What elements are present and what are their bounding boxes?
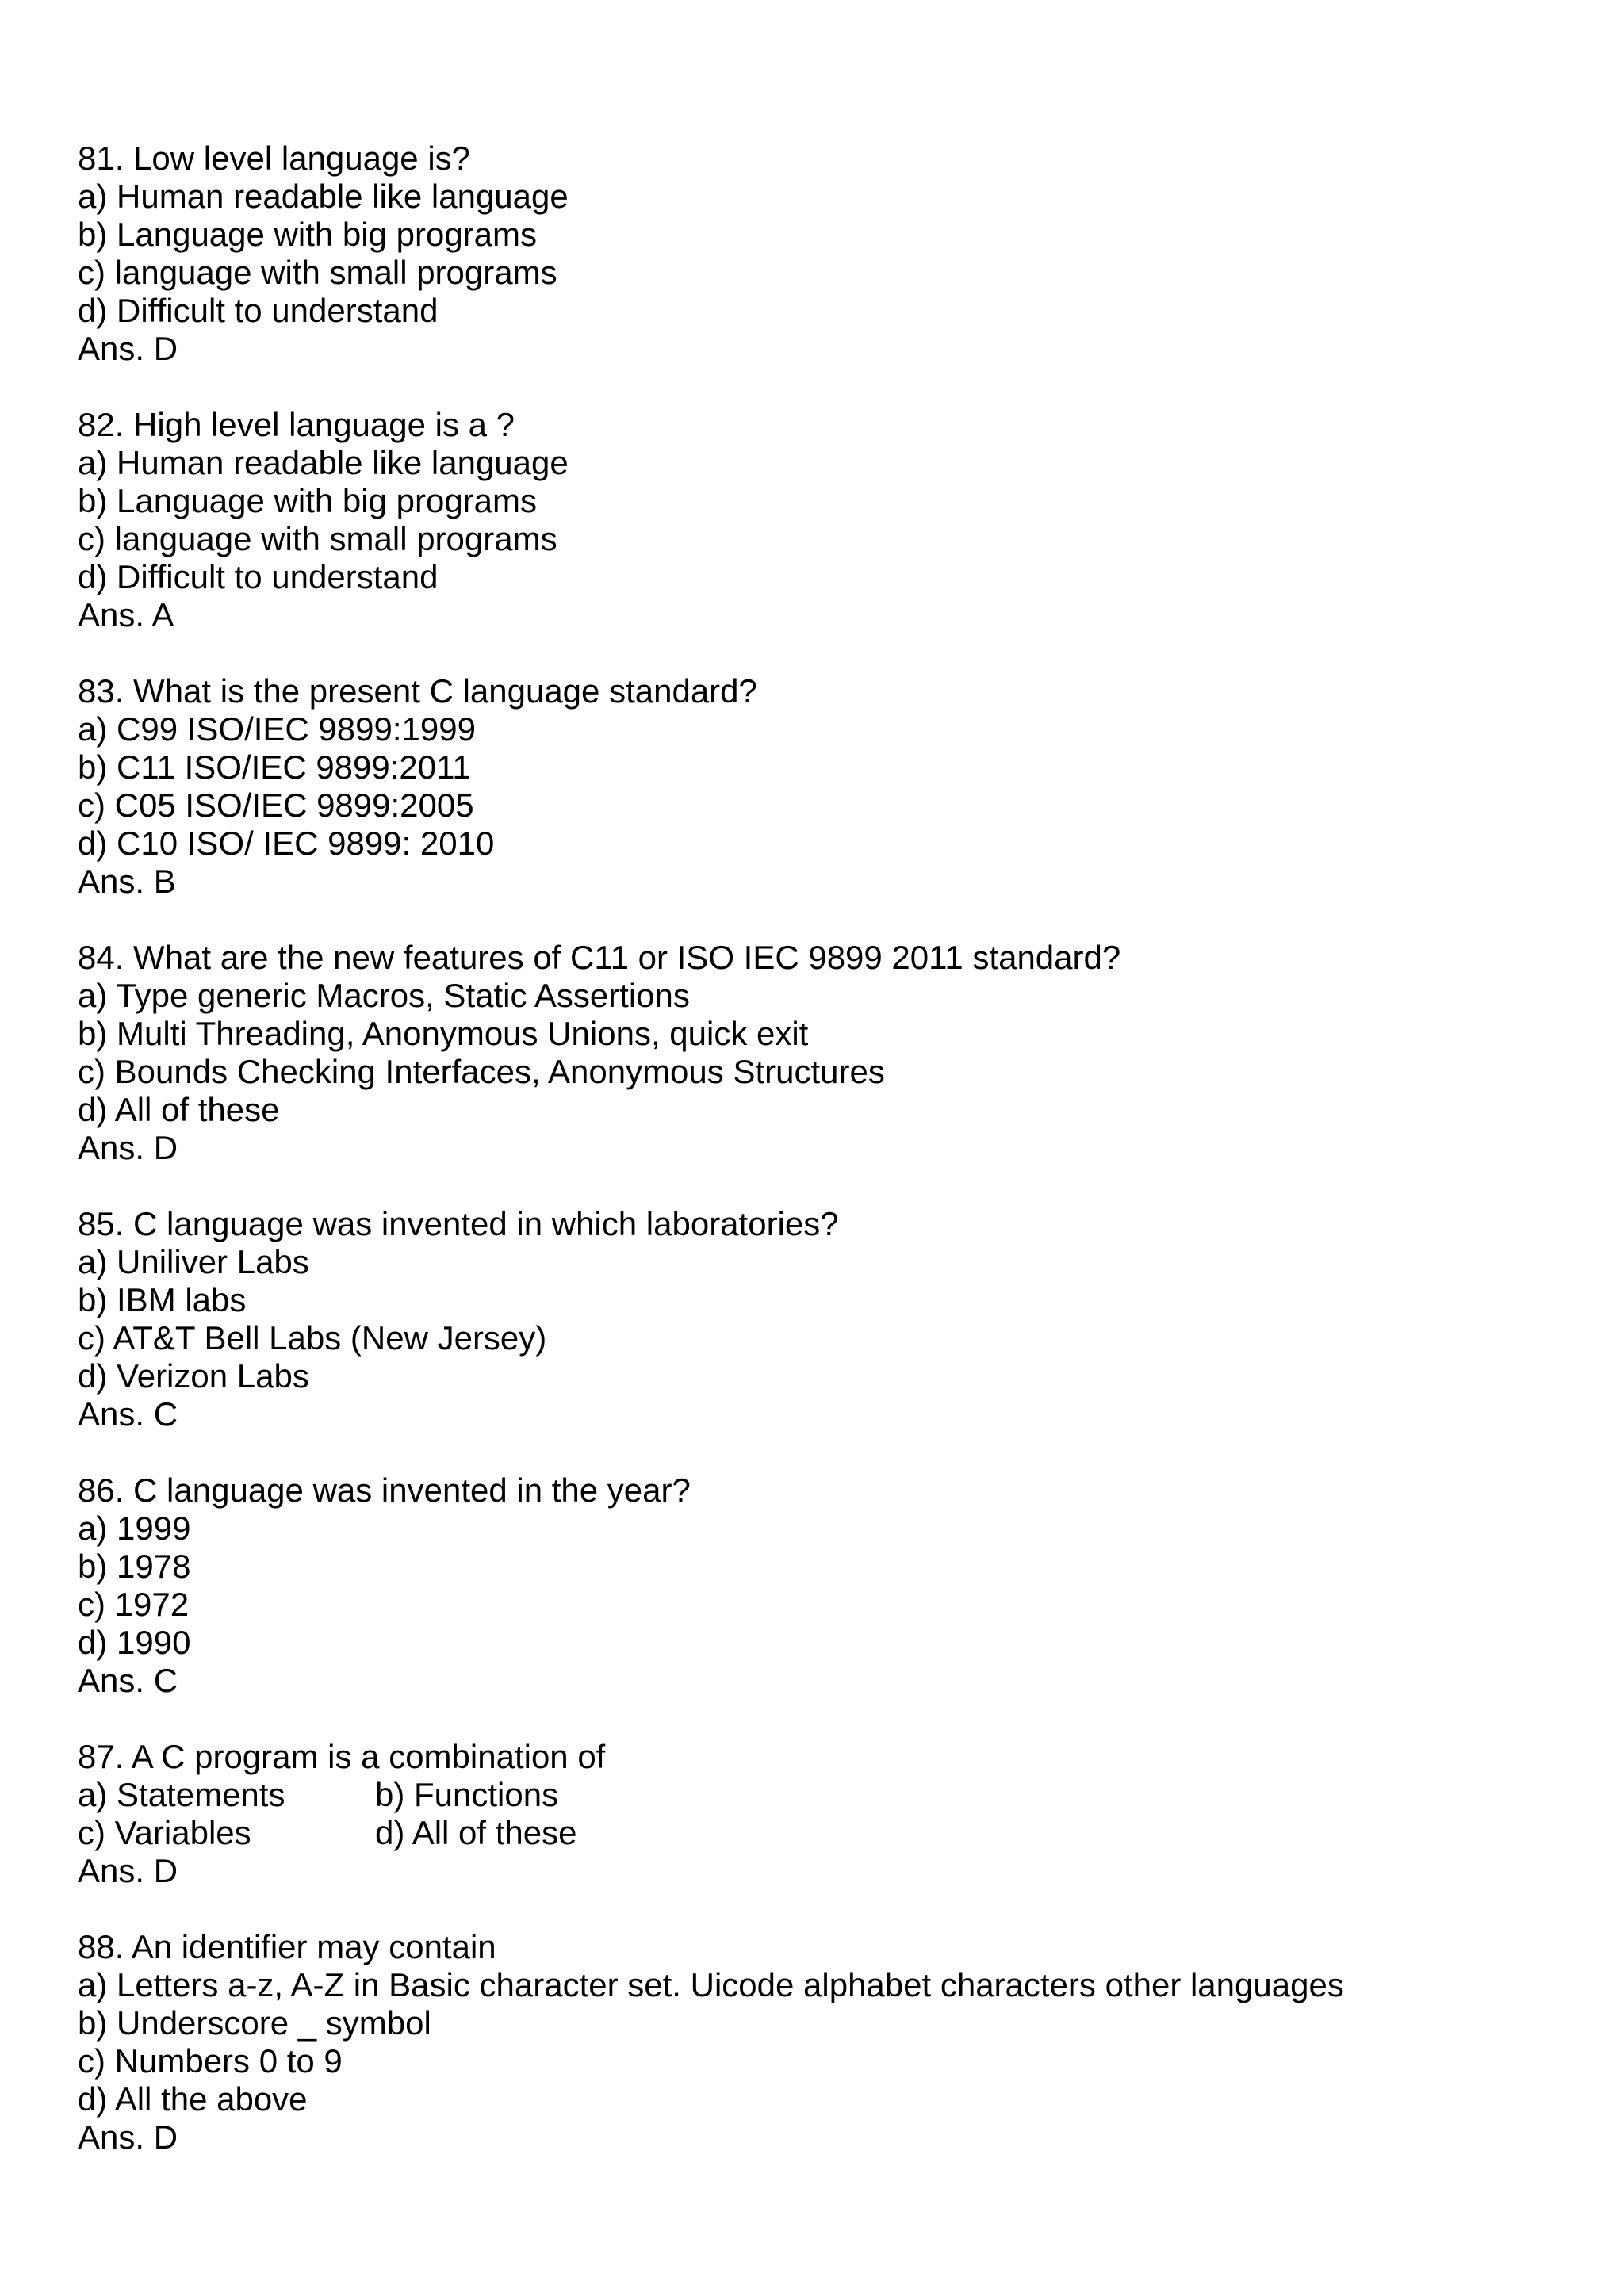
question-text: 82. High level language is a ? <box>78 406 515 443</box>
question-85 <box>78 1205 1584 1433</box>
option-b: b) C11 ISO/IEC 9899:2011 <box>78 748 471 786</box>
option-d: d) Verizon Labs <box>78 1357 309 1395</box>
question-82 <box>78 406 1584 634</box>
option-row <box>78 1776 1584 1814</box>
answer: Ans. D <box>78 1129 178 1166</box>
option-b: b) Language with big programs <box>78 482 538 519</box>
question-text: 81. Low level language is? <box>78 140 471 177</box>
option-b: b) IBM labs <box>78 1281 247 1318</box>
option-row <box>78 1814 1584 1852</box>
question-84 <box>78 939 1584 1167</box>
option-a: a) C99 ISO/IEC 9899:1999 <box>78 710 476 748</box>
option-b: b) Language with big programs <box>78 216 538 253</box>
option-a: a) Statements <box>78 1776 285 1813</box>
option-c: c) C05 ISO/IEC 9899:2005 <box>78 786 474 824</box>
document-page <box>78 140 1584 2195</box>
option-c: c) language with small programs <box>78 254 557 291</box>
option-a: a) Letters a-z, A-Z in Basic character set. Uicode alphabet characters other languages <box>78 1966 1344 2003</box>
option-b: b) Underscore _ symbol <box>78 2004 431 2042</box>
question-text: 87. A C program is a combination of <box>78 1738 606 1775</box>
question-text: 86. C language was invented in the year? <box>78 1471 691 1509</box>
option-c: c) 1972 <box>78 1586 190 1623</box>
option-d: d) All the above <box>78 2080 308 2118</box>
answer: Ans. B <box>78 863 176 900</box>
option-b: b) Multi Threading, Anonymous Unions, quick exit <box>78 1015 809 1052</box>
option-c: c) Bounds Checking Interfaces, Anonymous Structures <box>78 1053 885 1090</box>
option-d: d) Difficult to understand <box>78 292 439 329</box>
option-d: d) C10 ISO/ IEC 9899: 2010 <box>78 825 495 862</box>
option-a: a) 1999 <box>78 1510 191 1547</box>
option-d: d) 1990 <box>78 1624 191 1661</box>
option-d: d) All of these <box>78 1091 280 1128</box>
question-86 <box>78 1471 1584 1700</box>
option-c: c) AT&T Bell Labs (New Jersey) <box>78 1319 547 1357</box>
question-87 <box>78 1738 1584 1890</box>
question-text: 83. What is the present C language standard? <box>78 672 757 710</box>
answer: Ans. D <box>78 1852 178 1889</box>
option-c: c) language with small programs <box>78 520 557 557</box>
option-a: a) Uniliver Labs <box>78 1243 309 1280</box>
option-a: a) Type generic Macros, Static Assertions <box>78 977 690 1014</box>
option-d: d) Difficult to understand <box>78 558 439 595</box>
question-text: 88. An identifier may contain <box>78 1928 496 1965</box>
option-a: a) Human readable like language <box>78 444 569 481</box>
answer: Ans. D <box>78 2118 178 2156</box>
answer: Ans. A <box>78 596 174 633</box>
option-b: b) 1978 <box>78 1548 191 1585</box>
question-83 <box>78 672 1584 901</box>
answer: Ans. C <box>78 1395 178 1433</box>
question-88 <box>78 1928 1584 2156</box>
question-81 <box>78 140 1584 368</box>
answer: Ans. D <box>78 330 178 367</box>
question-text: 85. C language was invented in which laboratories? <box>78 1205 839 1242</box>
option-b: b) Functions <box>375 1776 559 1813</box>
option-c: c) Variables <box>78 1814 251 1851</box>
question-text: 84. What are the new features of C11 or ISO IEC 9899 2011 standard? <box>78 939 1121 976</box>
option-d: d) All of these <box>375 1814 577 1851</box>
option-a: a) Human readable like language <box>78 178 569 215</box>
option-c: c) Numbers 0 to 9 <box>78 2042 343 2080</box>
answer: Ans. C <box>78 1662 178 1699</box>
